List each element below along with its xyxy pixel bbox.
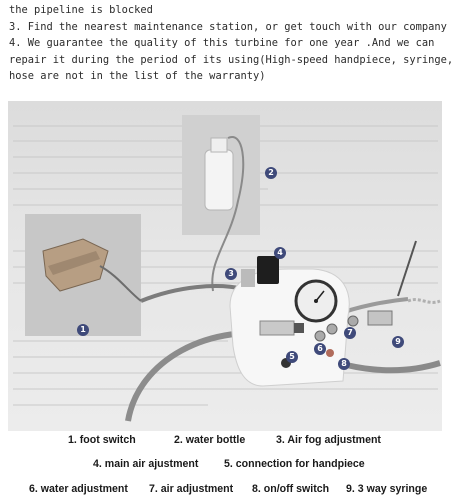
instruction-line-3: 3. Find the nearest maintenance station, or get touch with our company <box>9 20 447 33</box>
callout-6: 6 <box>314 343 326 355</box>
legend-water-adjustment: 6. water adjustment <box>29 483 128 495</box>
instructions-text <box>9 2 454 85</box>
legend-water-bottle: 2. water bottle <box>174 434 246 446</box>
callout-9: 9 <box>392 336 404 348</box>
legend-air-fog-adjustment: 3. Air fog adjustment <box>276 434 381 446</box>
callout-7: 7 <box>344 327 356 339</box>
instruction-line-4: 4. We guarantee the quality of this turbine for one year .And we can repair it during the period of its using(High-speed handpiece, syringe, hose are not in the list of the warranty) <box>9 37 454 82</box>
legend-main-air-adjustment: 4. main air ajustment <box>93 458 199 470</box>
turbine-unit-photo <box>8 101 442 431</box>
callout-8: 8 <box>338 358 350 370</box>
legend-3-way-syringe: 9. 3 way syringe <box>346 483 428 495</box>
legend-on-off-switch: 8. on/off switch <box>252 483 330 495</box>
callout-2: 2 <box>265 167 277 179</box>
callout-3: 3 <box>225 268 237 280</box>
callout-5: 5 <box>286 351 298 363</box>
callout-1: 1 <box>77 324 89 336</box>
turbine-illustration <box>8 101 442 431</box>
legend-foot-switch: 1. foot switch <box>68 434 136 446</box>
callout-4: 4 <box>274 247 286 259</box>
legend-handpiece-connection: 5. connection for handpiece <box>224 458 365 470</box>
legend-air-adjustment: 7. air adjustment <box>149 483 234 495</box>
instruction-line-blocked: the pipeline is blocked <box>9 4 153 16</box>
